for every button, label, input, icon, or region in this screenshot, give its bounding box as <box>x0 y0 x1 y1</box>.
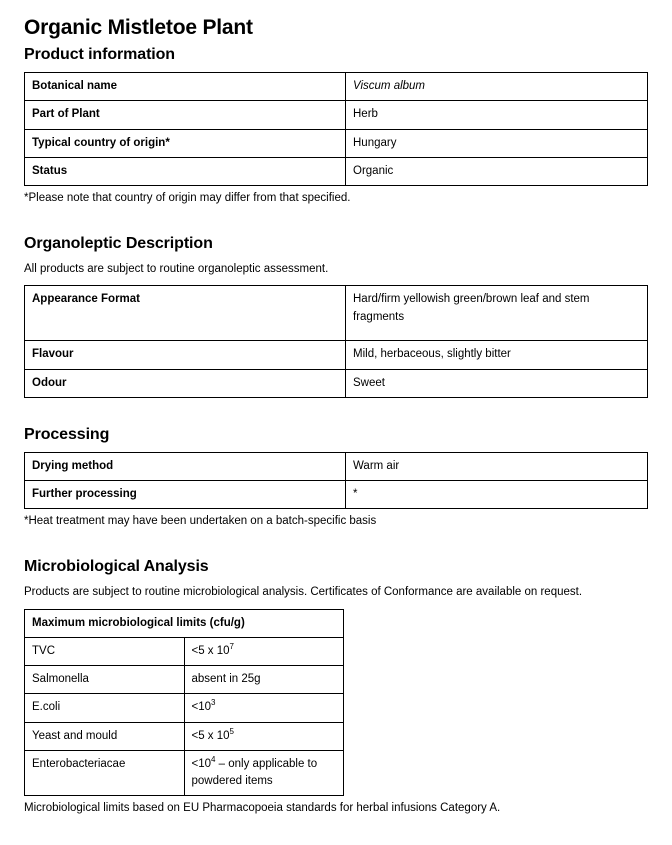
limit-base: <10 <box>191 701 212 714</box>
table-row <box>25 750 344 796</box>
processing-note: *Heat treatment may have been undertaken on a batch-specific basis <box>24 515 377 528</box>
row-label: Status <box>25 157 346 185</box>
row-value: Mild, herbaceous, slightly bitter <box>346 341 648 369</box>
row-label: Further processing <box>25 481 346 509</box>
table-row <box>25 481 648 509</box>
table-row <box>25 157 648 185</box>
table-row <box>25 129 648 157</box>
section-product-information <box>24 46 648 207</box>
table-row <box>25 341 648 369</box>
row-value <box>184 637 344 665</box>
section-title-product-information: Product information <box>24 46 175 63</box>
row-value: Herb <box>346 101 648 129</box>
table-row <box>25 452 648 480</box>
limit-exponent: 5 <box>229 726 234 736</box>
row-value <box>346 286 648 341</box>
table-header-row <box>25 609 344 637</box>
table-row <box>25 666 344 694</box>
row-label: TVC <box>25 637 185 665</box>
table-row <box>25 694 344 722</box>
row-value-line2: fragments <box>353 310 405 323</box>
row-value: Warm air <box>346 452 648 480</box>
row-value: * <box>346 481 648 509</box>
row-value: Organic <box>346 157 648 185</box>
limit-exponent: 3 <box>211 698 216 708</box>
organoleptic-intro: All products are subject to routine organoleptic assessment. <box>24 262 329 275</box>
section-title-microbiological: Microbiological Analysis <box>24 558 209 576</box>
limit-tail: – only applicable to powdered items <box>191 757 318 788</box>
row-value <box>184 722 344 750</box>
row-label: Botanical name <box>25 73 346 101</box>
row-label: Typical country of origin* <box>25 129 346 157</box>
table-row <box>25 369 648 397</box>
row-label: Salmonella <box>25 666 185 694</box>
row-label: Yeast and mould <box>25 722 185 750</box>
page-title: Organic Mistletoe Plant <box>24 16 253 39</box>
row-value <box>184 666 344 694</box>
row-label: Odour <box>25 369 346 397</box>
section-microbiological <box>24 558 648 817</box>
limit-base: <5 x 10 <box>191 644 230 657</box>
row-label: Part of Plant <box>25 101 346 129</box>
limit-base: <5 x 10 <box>191 729 230 742</box>
row-value-line1: Hard/firm yellowish green/brown leaf and stem <box>353 293 590 306</box>
microbiological-footnote: Microbiological limits based on EU Pharmacopoeia standards for herbal infusions Category A. <box>24 802 501 815</box>
table-row <box>25 286 648 341</box>
limit-exponent: 7 <box>229 642 234 652</box>
table-row <box>25 722 344 750</box>
limit-base: absent in 25g <box>191 673 261 686</box>
row-value: Viscum album <box>346 73 648 101</box>
organoleptic-table <box>24 285 648 398</box>
row-label: Appearance Format <box>25 286 346 341</box>
row-value: Sweet <box>346 369 648 397</box>
microbiological-intro: Products are subject to routine microbiological analysis. Certificates of Conformance are available on request. <box>24 586 583 599</box>
section-processing <box>24 426 648 530</box>
row-value <box>184 750 344 796</box>
row-value: Hungary <box>346 129 648 157</box>
product-information-table <box>24 72 648 186</box>
microbiological-table <box>24 609 344 797</box>
row-label: Enterobacteriacae <box>25 750 185 796</box>
product-information-note: *Please note that country of origin may differ from that specified. <box>24 192 351 204</box>
row-label: E.coli <box>25 694 185 722</box>
row-label: Flavour <box>25 341 346 369</box>
table-row <box>25 637 344 665</box>
microbiological-table-header: Maximum microbiological limits (cfu/g) <box>25 609 344 637</box>
section-title-processing: Processing <box>24 425 110 443</box>
processing-table <box>24 452 648 510</box>
limit-base: <10 <box>191 757 212 770</box>
row-label: Drying method <box>25 452 346 480</box>
limit-exponent: 4 <box>211 755 216 765</box>
table-row <box>25 73 648 101</box>
section-title-organoleptic: Organoleptic Description <box>24 234 213 252</box>
table-row <box>25 101 648 129</box>
section-organoleptic <box>24 235 648 398</box>
row-value <box>184 694 344 722</box>
